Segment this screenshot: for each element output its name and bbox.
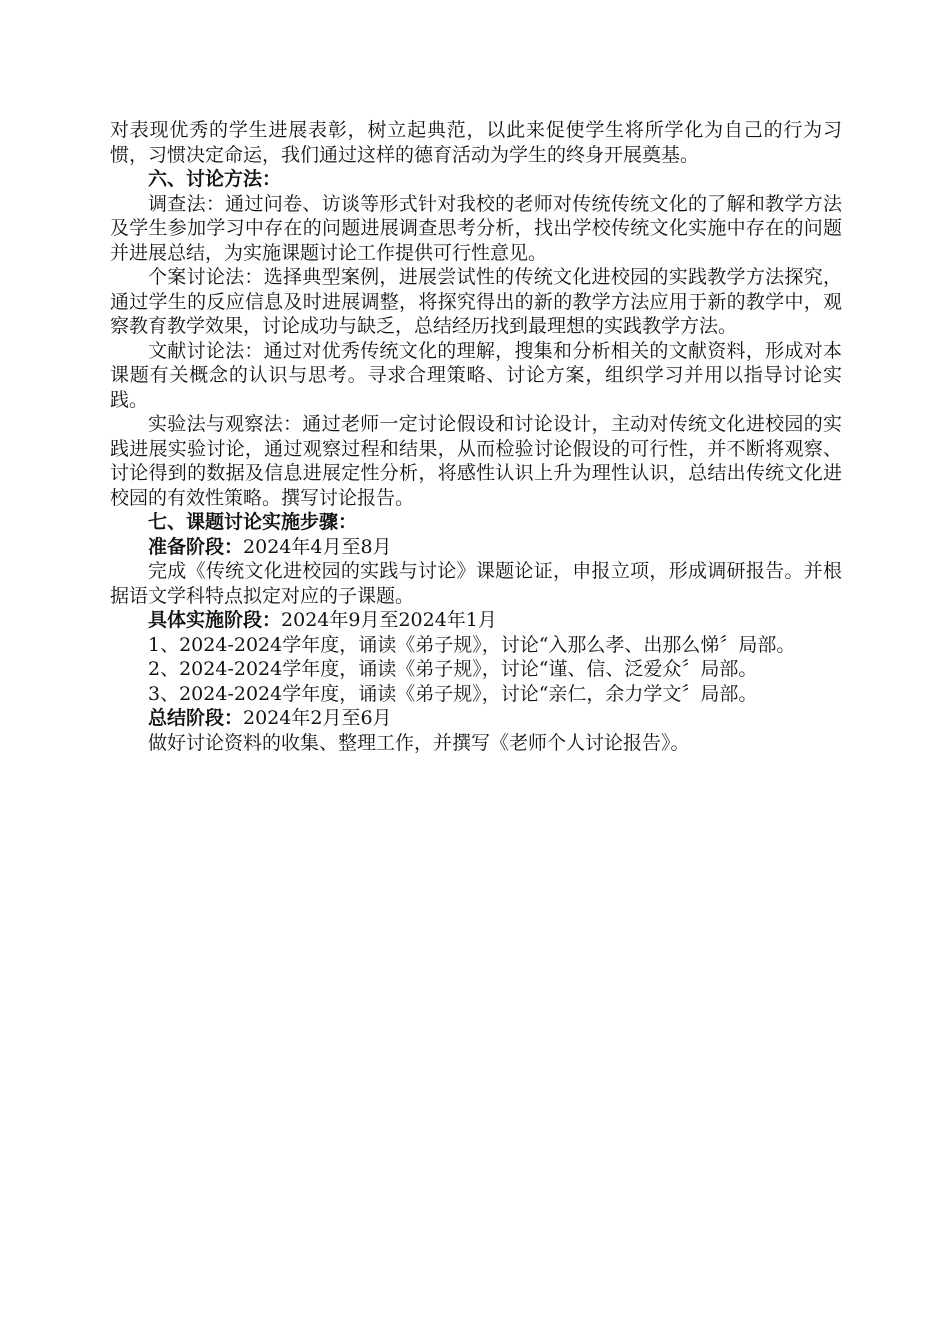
stage-implementation-date: 2024年9月至2024年1月: [281, 609, 497, 631]
document-body: [110, 118, 842, 755]
list-item-2: 2、2024-2024学年度，诵读《弟子规》，讨论“谨、信、泛爱众〞局部。: [148, 658, 758, 680]
stage-implementation-label: 具体实施阶段：: [148, 609, 282, 631]
paragraph-moral-education: 对表现优秀的学生进展表彰，树立起典范，以此来促使学生将所学化为自己的行为习惯，习惯决定命运，我们通过这样的德育活动为学生的终身开展奠基。: [110, 119, 842, 166]
stage-preparation-label: 准备阶段：: [148, 535, 244, 558]
stage-preparation-date: 2024年4月至8月: [243, 535, 392, 558]
stage-implementation: [110, 608, 842, 633]
stage-summary: [110, 706, 842, 731]
heading-research-methods: 六、讨论方法：: [148, 168, 282, 190]
list-item-3: 3、2024-2024学年度，诵读《弟子规》，讨论“亲仁，余力学文〞局部。: [148, 682, 758, 705]
stage-preparation: [110, 535, 842, 560]
paragraph-survey-method: 调查法：通过问卷、访谈等形式针对我校的老师对传统传统文化的了解和教学方法及学生参加学习中存在的问题进展调查思考分析，找出学校传统文化实施中存在的问题并进展总结，为实施课题讨论工作提供可行性意见。: [110, 192, 842, 264]
paragraph-experiment-method: 实验法与观察法：通过老师一定讨论假设和讨论设计，主动对传统文化进校园的实践进展实验讨论，通过观察过程和结果，从而检验讨论假设的可行性，并不断将观察、讨论得到的数据及信息进展定性分析，将感性认识上升为理性认识，总结出传统文化进校园的有效性策略。撰写讨论报告。: [110, 413, 842, 509]
stage-summary-date: 2024年2月至6月: [243, 707, 392, 729]
stage-summary-label: 总结阶段：: [148, 707, 244, 729]
paragraph-literature-method: 文献讨论法：通过对优秀传统文化的理解，搜集和分析相关的文献资料，形成对本课题有关概念的认识与思考。寻求合理策略、讨论方案，组织学习并用以指导讨论实践。: [110, 339, 842, 411]
heading-implementation-steps: 七、课题讨论实施步骤：: [148, 511, 358, 533]
paragraph-preparation-tasks: 完成《传统文化进校园的实践与讨论》课题论证，申报立项，形成调研报告。并根据语文学科特点拟定对应的子课题。: [110, 560, 842, 607]
list-item-1: 1、2024-2024学年度，诵读《弟子规》，讨论“入那么孝、出那么悌〞局部。: [148, 633, 796, 656]
paragraph-summary-tasks: 做好讨论资料的收集、整理工作，并撰写《老师个人讨论报告》。: [148, 731, 690, 754]
paragraph-case-study-method: 个案讨论法：选择典型案例，进展尝试性的传统文化进校园的实践教学方法探究，通过学生的反应信息及时进展调整，将探究得出的新的教学方法应用于新的教学中，观察教育教学效果，讨论成功与缺乏，总结经历找到最理想的实践教学方法。: [110, 266, 842, 337]
